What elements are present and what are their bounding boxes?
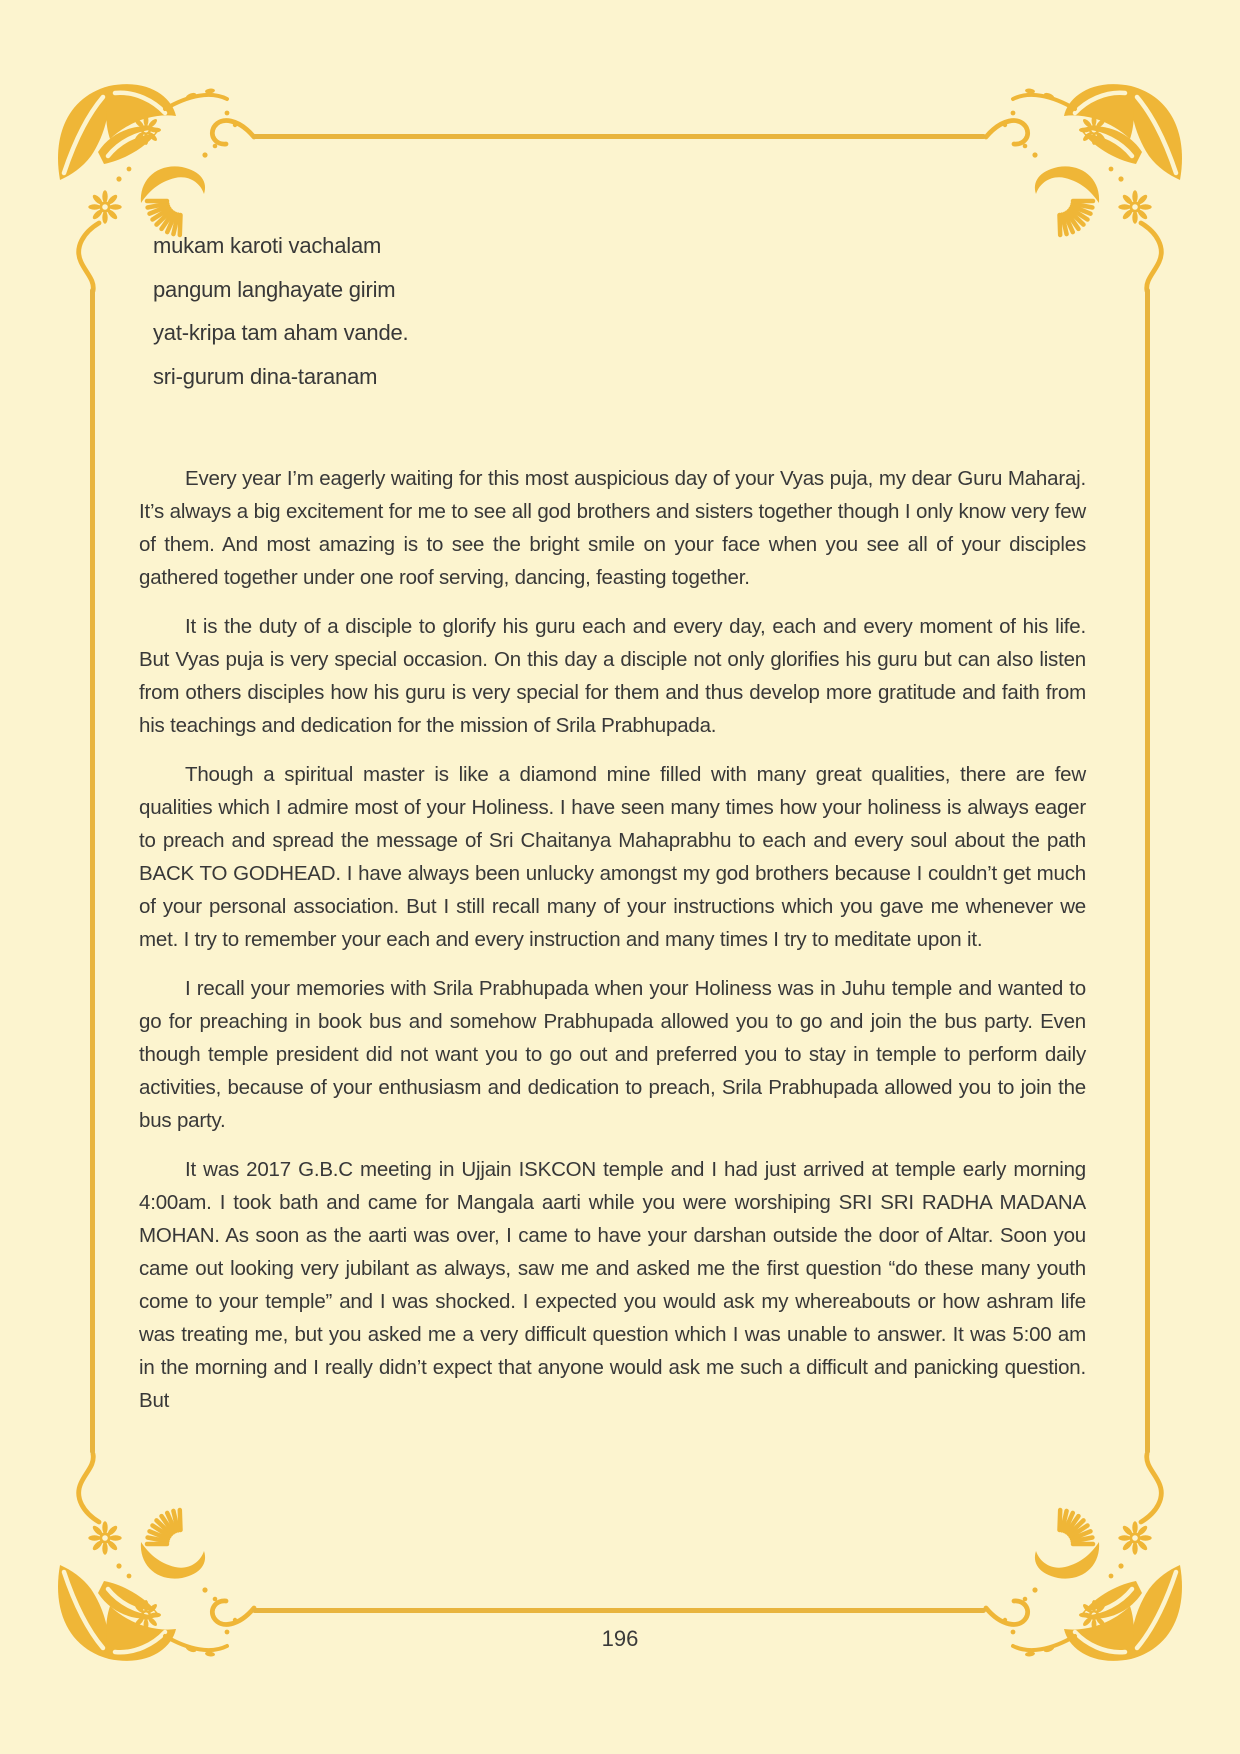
corner-ornament-top-right [985,83,1185,293]
verse-line: yat-kripa tam aham vande. [153,320,409,345]
body-paragraph: It was 2017 G.B.C meeting in Ujjain ISKCON temple and I had just arrived at temple early morning 4:00am. I took bath and came for Mangala aarti while you were worshiping SRI SRI RADHA MADANA MOHAN. As soon as the aarti was over, I came to have your darshan outside the door of Altar. Soon you came out looking very jubilant as always, saw me and asked me the first question “do these many youth come to your temple” and I was shocked. I expected you would ask my whereabouts or how ashram life was treating me, but you asked me a very difficult question which I was unable to answer. It was 5:00 am in the morning and I really didn’t expect that anyone would ask me such a difficult and panicking question. But [139,1158,1086,1412]
border-line-left [90,288,95,1454]
border-line-bottom [252,1608,986,1613]
body-paragraph: Though a spiritual master is like a diamond mine filled with many great qualities, there are few qualities which I admire most of your Holiness. I have seen many times how your holiness is always eager to preach and spread the message of Sri Chaitanya Mahaprabhu to each and every soul about the path BACK TO GODHEAD. I have always been unlucky amongst my god brothers because I couldn’t get much of your personal association. But I still recall many of your instructions which you gave me whenever we met. I try to remember your each and every instruction and many times I try to meditate upon it. [139,763,1086,951]
border-line-right [1145,288,1150,1454]
invocation-verse [153,233,408,407]
body-paragraph: It is the duty of a disciple to glorify his guru each and every day, each and every moment of his life. But Vyas puja is very special occasion. On this day a disciple not only glorifies his guru but can also listen from others disciples how his guru is very special for them and thus develop more gratitude and faith from his teachings and dedication for the mission of Srila Prabhupada. [139,615,1086,737]
border-line-top [252,134,986,139]
letter-body [139,462,1086,1433]
verse-line: pangum langhayate girim [153,276,396,302]
verse-line: sri-gurum dina-taranam [153,363,378,389]
page-number: 196 [601,1626,639,1651]
verse-line: mukam karoti vachalam [153,233,382,258]
body-paragraph: Every year I’m eagerly waiting for this most auspicious day of your Vyas puja, my dear Guru Maharaj. It’s always a big excitement for me to see all god brothers and sisters together though I only know very few of them. And most amazing is to see the bright smile on your face when you see all of your disciples gathered together under one roof serving, dancing, feasting together. [139,467,1086,589]
body-paragraph: I recall your memories with Srila Prabhupada when your Holiness was in Juhu temple and wanted to go for preaching in book bus and somehow Prabhupada allowed you to go and join the bus party. Even though temple president did not want you to go out and preferred you to stay in temple to perform daily activities, because of your enthusiasm and dedication to preach, Srila Prabhupada allowed you to join the bus party. [139,977,1086,1132]
